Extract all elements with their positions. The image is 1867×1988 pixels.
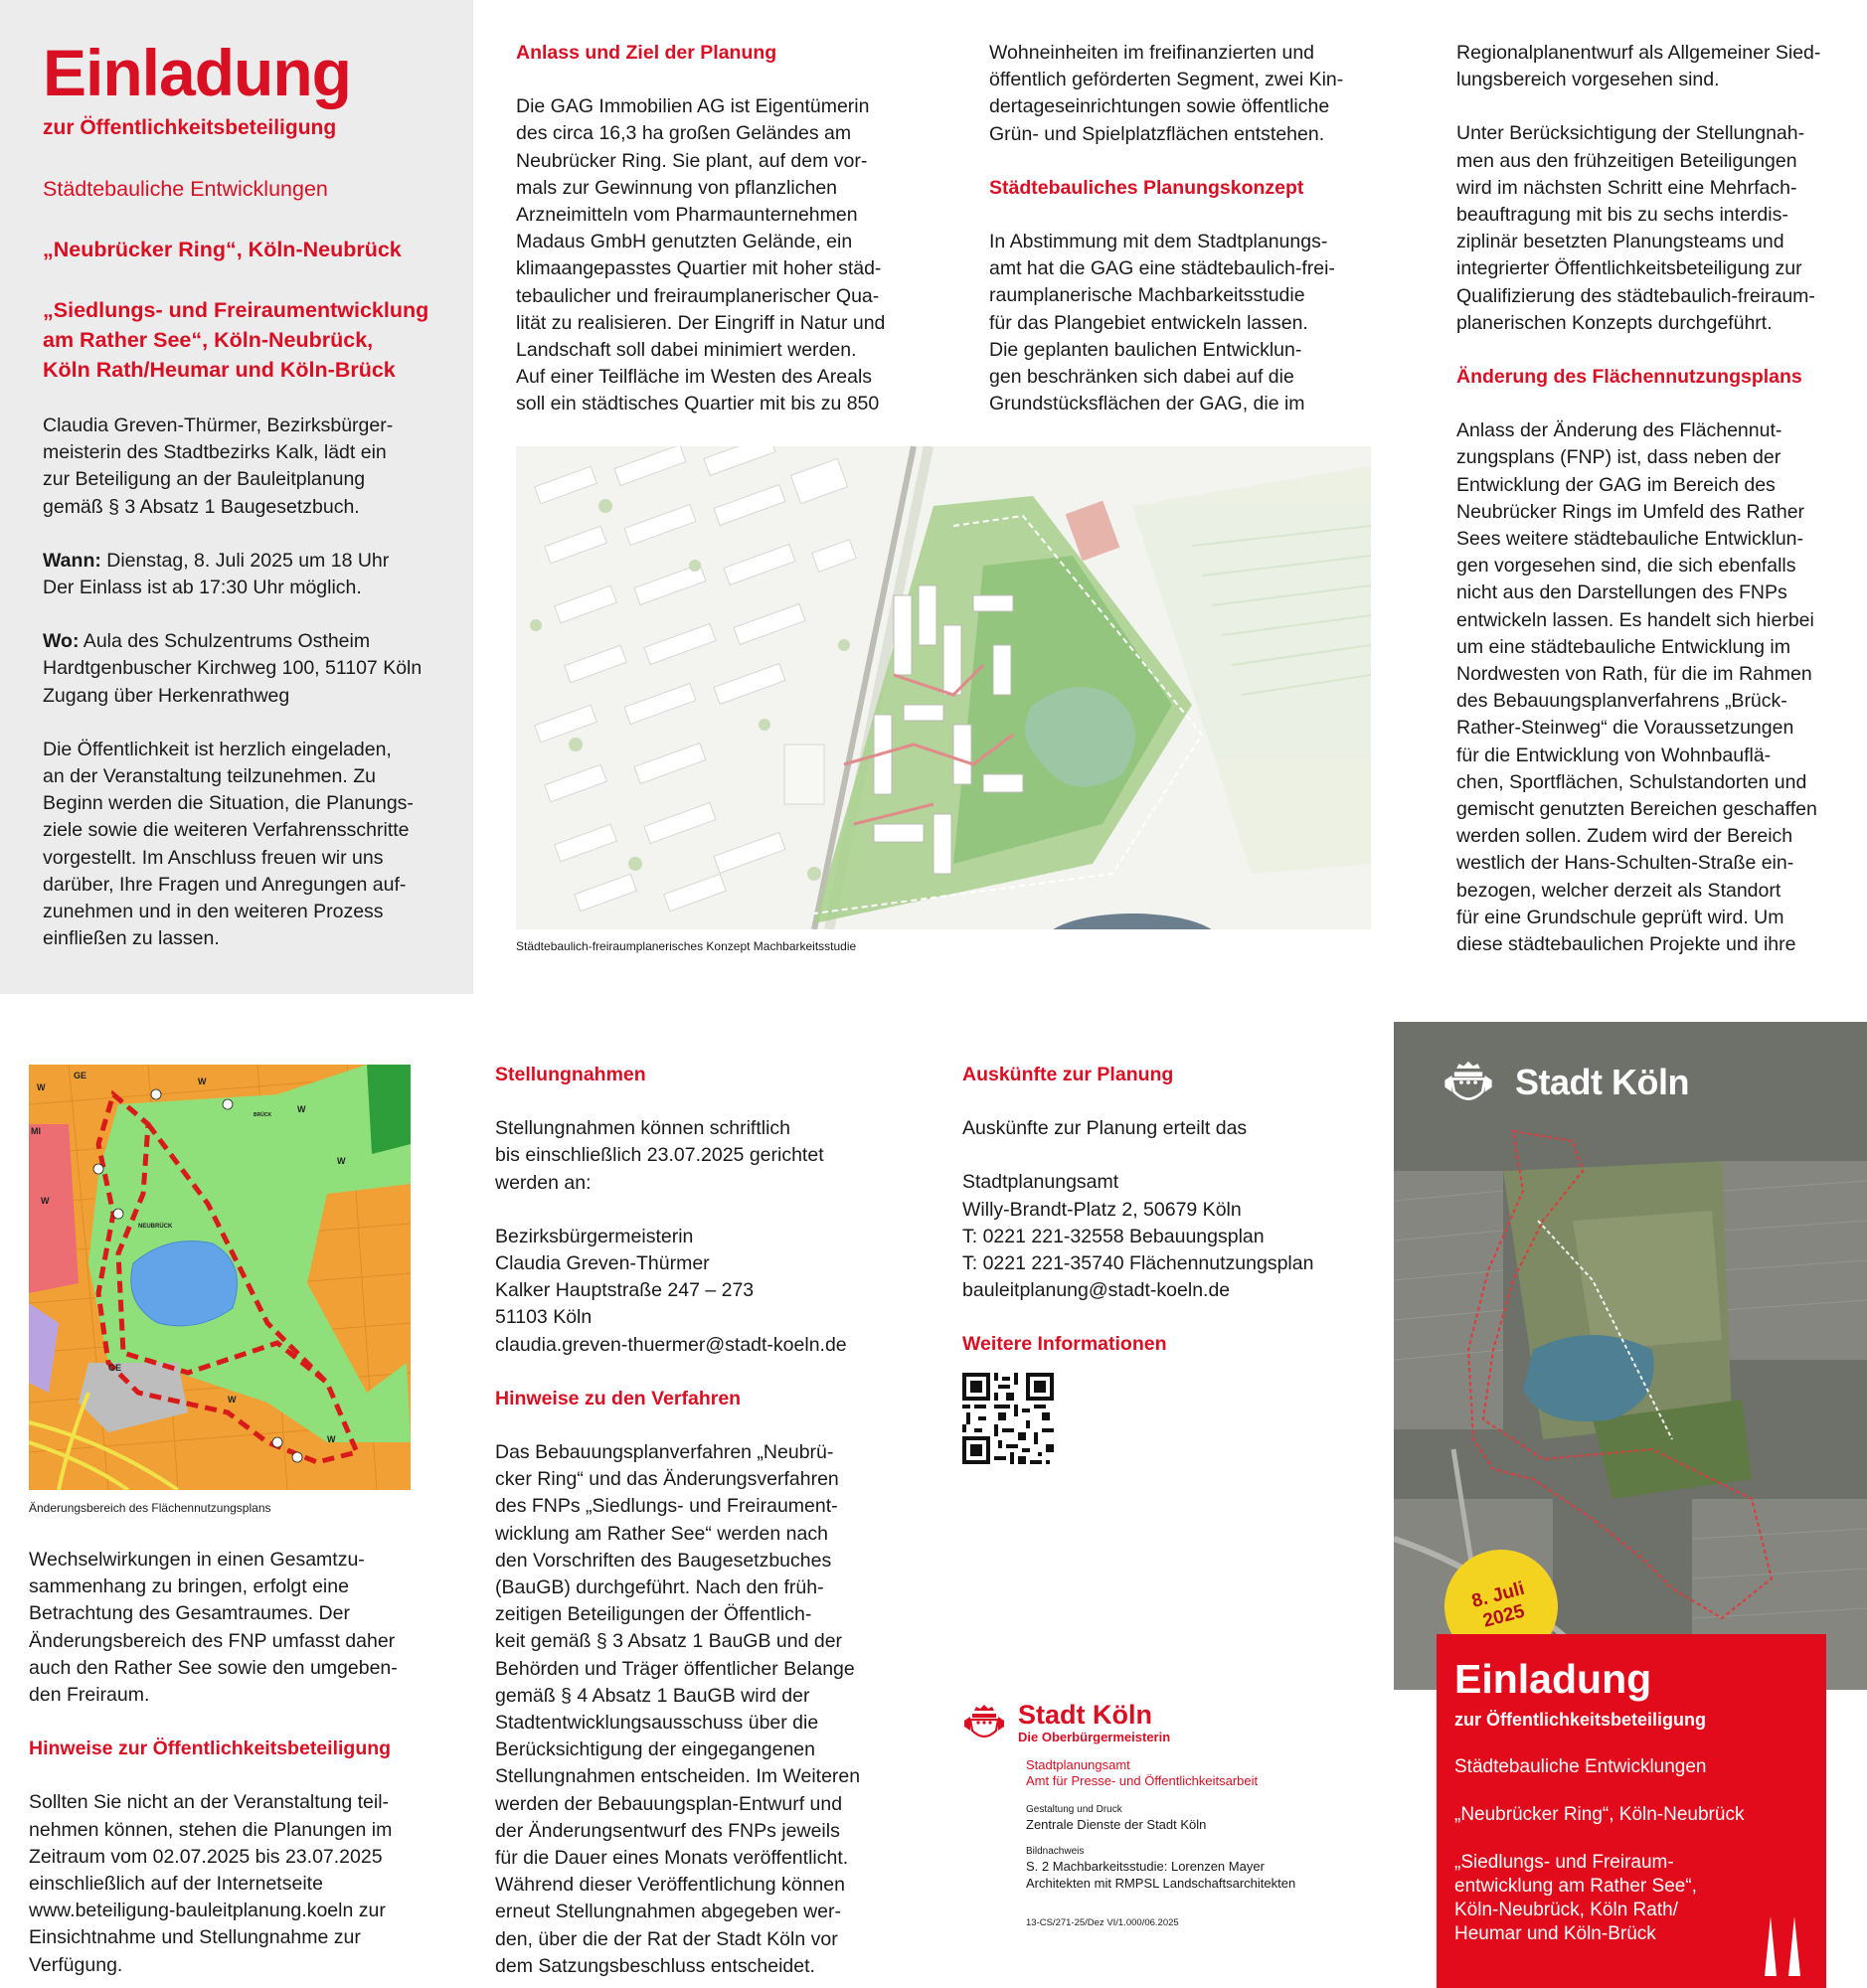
cover-title-box	[1437, 1634, 1826, 1988]
where-text-2: Hardtgenbuscher Kirchweg 100, 51107 Köln Zugang über Herkenrathweg	[43, 657, 423, 707]
statements-heading: Stellungnahmen	[495, 1064, 646, 1085]
procedure-notes-text: Das Bebauungsplanverfahren „Neubrü- cker Ring“ und das Änderungsverfahren des FNPs „Siedlungs- und Freiraument- wicklung am Rather See“ werden nach den Vorschriften des Baugesetzbuches (BauGB) durchgeführt. Nach den früh- zeitigen Beteiligungen der Öffentlich- keit gemäß § 3 Absatz 1 BauGB und der Behörden und Träger öffentlicher Belange gemäß § 4 Absatz 1 BauGB wird der Stadtentwicklungsausschuss über die Berücksichtigung der eingegangenen Stellungnahmen entscheiden. Im Weiteren werden der Bebauungsplan-Entwurf und der Änderungsentwurf des FNPs jeweils für die Dauer eines Monats veröffentlicht. Während dieser Veröffentlichung können erneut Stellungnahmen abgegeben wer- den, über die der Rat der Stadt Köln vor dem Satzungsbeschluss entscheidet.	[495, 1441, 861, 1977]
planning-info-heading: Auskünfte zur Planung	[962, 1064, 1174, 1085]
planning-concept-section	[989, 40, 1377, 417]
qr-code[interactable]	[962, 1373, 1054, 1464]
cover-project-2: „Siedlungs- und Freiraum- entwicklung am Rather See“, Köln-Neubrück, Köln Rath/ Heumar und Köln-Brück	[1454, 1852, 1697, 1944]
planning-purpose-heading: Anlass und Ziel der Planung	[516, 42, 777, 64]
intro-text: Claudia Greven-Thürmer, Bezirksbürger- meisterin des Stadtbezirks Kalk, lädt ein zur Beteiligung an der Bauleitplanung gemäß § 3 Absatz 1 Baugesetzbuch.	[43, 414, 394, 518]
invitation-panel	[0, 0, 473, 994]
more-info-heading: Weitere Informationen	[962, 1333, 1167, 1356]
planning-info-contact: Stadtplanungsamt Willy-Brandt-Platz 2, 50679 Köln T: 0221 221-32558 Bebauungsplan T: 0221 221-35740 Flächennutzungsplan bauleitplanung@stadt-koeln.de	[962, 1171, 1314, 1302]
image-credit-text: S. 2 Machbarkeitsstudie: Lorenzen Mayer Architekten mit RMPSL Landschaftsarchitekten	[1026, 1859, 1296, 1891]
cathedral-icon	[1761, 1906, 1804, 1976]
statements-text: Stellungnahmen können schriftlich bis einschließlich 23.07.2025 gerichtet werden an:	[495, 1117, 824, 1194]
planning-info-text: Auskünfte zur Planung erteilt das	[962, 1117, 1248, 1140]
cover-wordmark: Stadt Köln	[1515, 1062, 1689, 1102]
fnp-label-ge-2: GE	[108, 1363, 122, 1373]
fnp-label-w-7: W	[327, 1434, 336, 1444]
cover-title: Einladung	[1454, 1656, 1652, 1702]
fnp-map-caption: Änderungsbereich des Flächennutzungsplans	[29, 1501, 271, 1515]
concept-continued-text: Regionalplanentwurf als Allgemeiner Sied- lungsbereich vorgesehen sind.	[1456, 42, 1821, 91]
cover-panel	[1394, 1022, 1867, 1988]
image-credit-label: Bildnachweis	[1026, 1846, 1085, 1857]
concept-plan-drawing	[516, 446, 1371, 929]
planning-purpose-text: Die GAG Immobilien AG ist Eigentümerin des circa 16,3 ha großen Geländes am Neubrücker Ring. Sie plant, auf dem vor- mals zur Gewinnung von pflanzlichen Arzneimitteln vom Pharmaunternehmen Madaus GmbH genutzten Gelände, ein klimaangepasstes Quartier mit hoher städ- tebaulicher und freiraumplanerischer Qua- lität zu realisieren. Der Eingriff in Natur und Landschaft soll dabei minimiert werden. Auf einer Teilfläche im Westen des Areals soll ein städtisches Quartier mit bis zu 850	[516, 95, 886, 415]
stadt-koeln-wordmark: Stadt Köln	[1018, 1700, 1152, 1730]
project-title-2: „Siedlungs- und Freiraumentwicklung am Rather See“, Köln-Neubrück, Köln Rath/Heumar und Köln-Brück	[43, 298, 429, 382]
closing-text: Die Öffentlichkeit ist herzlich eingeladen, an der Veranstaltung teilzunehmen. Zu Beginn werden die Situation, die Planungs- ziele sowie die weiteren Verfahrensschritte vorgestellt. Im Anschluss freuen wir uns darüber, Ihre Fragen und Anregungen auf- zunehmen und in den weiteren Prozess einfließen zu lassen.	[43, 738, 414, 950]
when-label: Wann:	[43, 549, 101, 572]
fnp-map-drawing	[29, 1065, 411, 1490]
fnp-label-w-2: W	[198, 1077, 207, 1086]
cover-project-1: „Neubrücker Ring“, Köln-Neubrück	[1454, 1804, 1745, 1825]
fnp-change-section	[1456, 40, 1854, 958]
invitation-title: Einladung	[43, 36, 351, 109]
fnp-label-w-4: W	[337, 1156, 346, 1166]
fnp-change-continued-text: Wechselwirkungen in einen Gesamtzu- sammenhang zu bringen, erfolgt eine Betrachtung des Gesamtraumes. Der Änderungsbereich des FNP umfasst daher auch den Rather See sowie den umgeben- den Freiraum.	[29, 1549, 398, 1707]
qr-code-graphic	[962, 1373, 1054, 1464]
cologne-coat-of-arms-icon	[962, 1701, 1006, 1744]
where-block	[43, 628, 440, 655]
cover-logo	[1438, 1057, 1689, 1108]
cover-subtitle: zur Öffentlichkeitsbeteiligung	[1454, 1710, 1707, 1730]
fnp-label-w-6: W	[228, 1395, 237, 1405]
planning-purpose-section	[516, 40, 894, 418]
where-text: Aula des Schulzentrums Ostheim	[79, 630, 371, 653]
fnp-map-image	[29, 1065, 411, 1490]
procedure-notes-heading: Hinweise zu den Verfahren	[495, 1387, 742, 1409]
fnp-label-neubrueck: NEUBRÜCK	[138, 1224, 173, 1230]
participation-notes-heading: Hinweise zur Öffentlichkeitsbeteiligung	[29, 1738, 392, 1760]
fnp-label-w-5: W	[41, 1196, 50, 1206]
when-block	[43, 548, 440, 575]
fnp-change-heading: Änderung des Flächennutzungsplans	[1456, 366, 1802, 389]
invitation-subtitle: zur Öffentlichkeitsbeteiligung	[43, 116, 337, 139]
statements-section	[495, 1062, 893, 1980]
cover-category: Städtebauliche Entwicklungen	[1454, 1756, 1707, 1777]
cover-coat-of-arms-icon	[1438, 1057, 1499, 1108]
project-title-1: „Neubrücker Ring“, Köln-Neubrück	[43, 238, 402, 261]
when-text: Dienstag, 8. Juli 2025 um 18 Uhr	[100, 549, 390, 572]
when-text-2: Der Einlass ist ab 17:30 Uhr möglich.	[43, 577, 362, 599]
fnp-label-w-1: W	[37, 1082, 46, 1092]
stadt-koeln-subline: Die Oberbürgermeisterin	[1018, 1730, 1171, 1744]
date-badge-text: 8. Juli 2025	[1469, 1577, 1527, 1632]
fnp-label-brueck: BRÜCK	[254, 1112, 272, 1118]
fnp-label-mi: MI	[31, 1126, 41, 1136]
fnp-change-text: Anlass der Änderung des Flächennut- zungsplans (FNP) ist, dass neben der Entwicklung der GAG im Bereich des Neubrücker Rings im Umfeld des Rather Sees weitere städtebauliche Entwicklun- gen vorgesehen sind, die sich ebenfalls nicht aus den Darstellungen des FNPs entwickeln lassen. Es handelt sich hierbei um eine städtebauliche Entwicklung im Nordwesten von Rath, für die im Rahmen des Bebauungsplanverfahrens „Brück- Rather-Steinweg“ die Voraussetzungen für die Entwicklung von Wohnbauflä- chen, Sportflächen, Schulstandorten und gemischt genutzten Bereichen geschaffen werden sollen. Zudem wird der Bereich westlich der Hans-Schulten-Straße ein- bezogen, welcher derzeit als Standort für eine Grundschule geprüft wird. Um diese städtebaulichen Projekte und ihre	[1456, 419, 1817, 956]
concept-plan-image	[516, 446, 1371, 929]
participation-notes-section	[29, 1547, 426, 1979]
category-label: Städtebauliche Entwicklungen	[43, 177, 328, 201]
next-steps-text: Unter Berücksichtigung der Stellungnah- men aus den frühzeitigen Beteiligungen wird im nächsten Schritt eine Mehrfach- beauftragung mit bis zu sechs interdis- ziplinär besetzten Planungsteams und integrierter Öffentlichkeitsbeteiligung zur Qualifizierung des städtebaulich-freiraum- planerischen Konzepts durchgeführt.	[1456, 122, 1815, 334]
fnp-label-ge-1: GE	[74, 1071, 87, 1080]
design-text: Zentrale Dienste der Stadt Köln	[1026, 1817, 1207, 1832]
stadt-koeln-logo	[962, 1700, 1360, 1745]
statements-address: Bezirksbürgermeisterin Claudia Greven-Thürmer Kalker Hauptstraße 247 – 273 51103 Köln claudia.greven-thuermer@stadt-koeln.de	[495, 1225, 847, 1356]
planning-concept-text: In Abstimmung mit dem Stadtplanungs- amt hat die GAG eine städtebaulich-frei- raumplanerische Machbarkeitsstudie für das Plangebiet entwickeln lassen. Die geplanten baulichen Entwicklun- gen beschränken sich dabei auf die Grundstücksflächen der GAG, die im	[989, 231, 1335, 415]
imprint-section	[962, 1700, 1360, 1929]
design-label: Gestaltung und Druck	[1026, 1804, 1122, 1815]
planning-info-section	[962, 1062, 1360, 1464]
concept-plan-caption: Städtebaulich-freiraumplanerisches Konzept Machbarkeitsstudie	[516, 939, 857, 953]
department-names: Stadtplanungsamt Amt für Presse- und Öffentlichkeitsarbeit	[1026, 1757, 1259, 1788]
print-code: 13-CS/271-25/Dez VI/1.000/06.2025	[1026, 1917, 1179, 1928]
planning-concept-heading: Städtebauliches Planungskonzept	[989, 176, 1304, 199]
fnp-label-w-3: W	[297, 1104, 306, 1114]
where-label: Wo:	[43, 630, 80, 653]
participation-notes-text: Sollten Sie nicht an der Veranstaltung teil- nehmen können, stehen die Planungen im Zeitraum vom 02.07.2025 bis 23.07.2025 einschließlich auf der Internetseite www.beteiligung-bauleitplanung.koeln zur Einsichtnahme und Stellungnahme zur Verfügung.	[29, 1791, 393, 1976]
planning-purpose-continued: Wohneinheiten im freifinanzierten und öffentlich geförderten Segment, zwei Kin- dertageseinrichtungen sowie öffentliche Grün- und Spielplatzflächen entstehen.	[989, 42, 1344, 145]
